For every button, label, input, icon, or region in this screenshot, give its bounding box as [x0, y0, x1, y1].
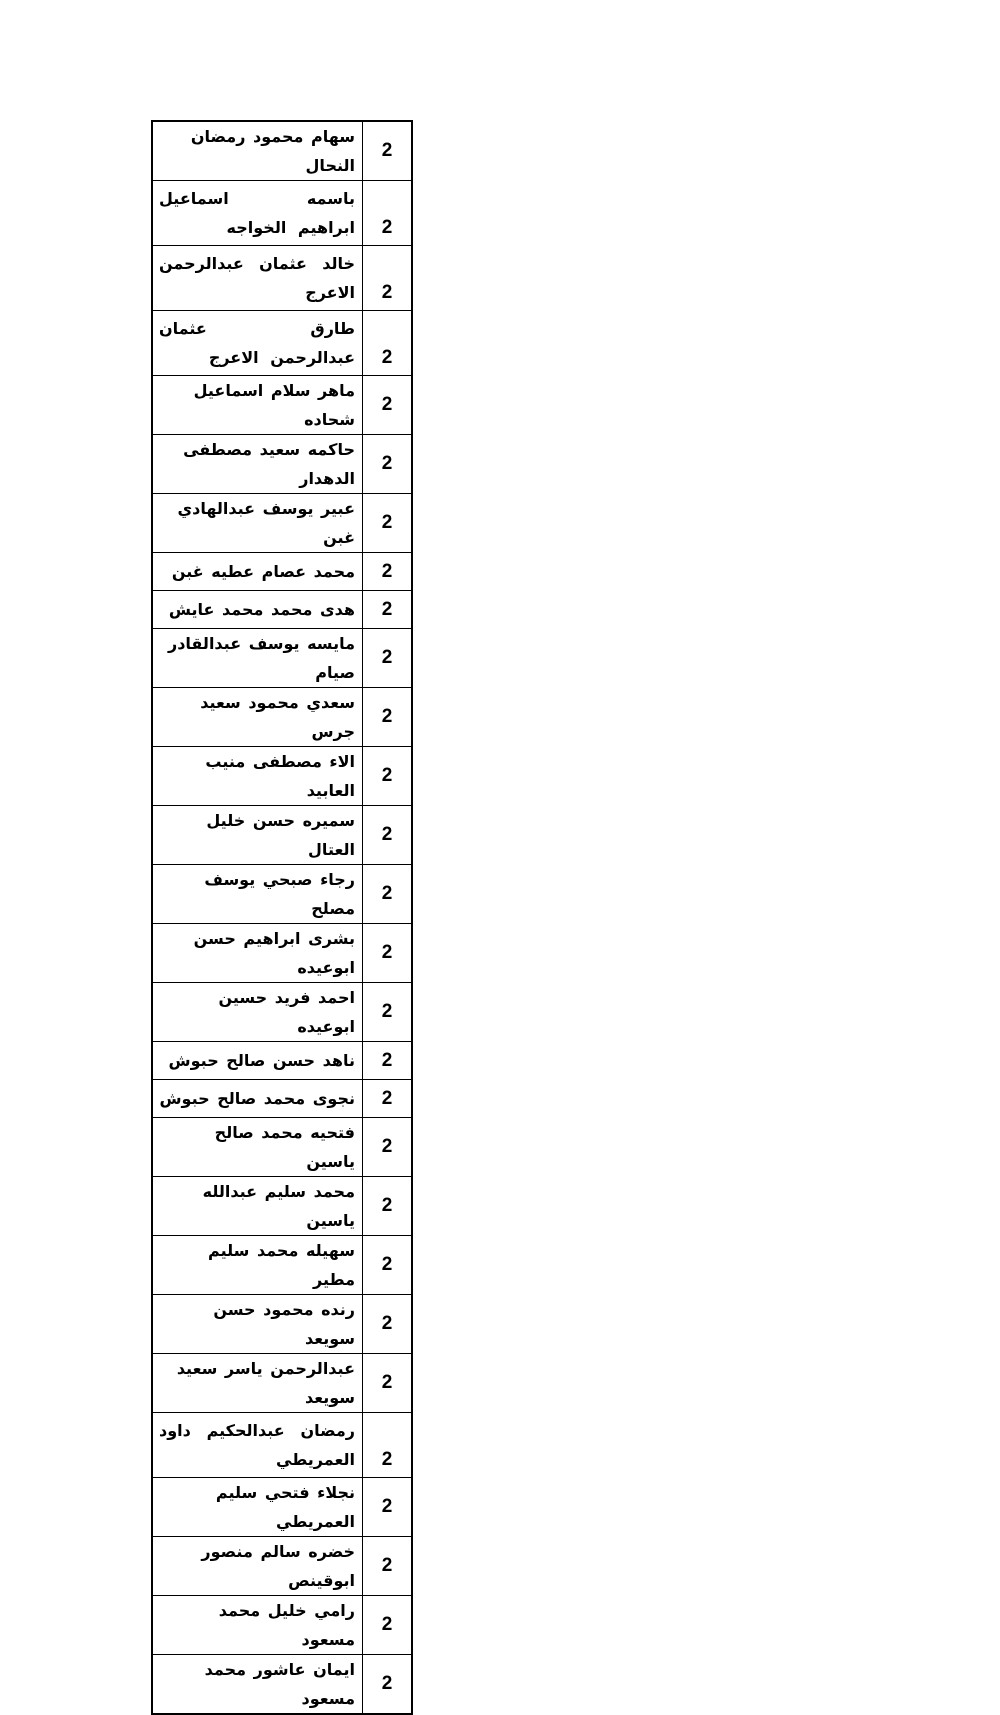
table-row	[152, 494, 412, 553]
value-cell: 2	[363, 806, 413, 865]
value-cell: 2	[363, 1354, 413, 1413]
value-cell: 2	[363, 181, 413, 246]
table-row	[152, 629, 412, 688]
value-cell: 2	[363, 1596, 413, 1655]
table-row	[152, 865, 412, 924]
table-row	[152, 121, 412, 181]
value-cell: 2	[363, 1295, 413, 1354]
table-row	[152, 1295, 412, 1354]
name-cell: رامي خليل محمد مسعود	[152, 1596, 363, 1655]
value-cell: 2	[363, 1537, 413, 1596]
value-cell: 2	[363, 311, 413, 376]
value-cell: 2	[363, 591, 413, 629]
value-cell: 2	[363, 747, 413, 806]
value-cell: 2	[363, 1042, 413, 1080]
value-cell: 2	[363, 629, 413, 688]
table-row	[152, 1042, 412, 1080]
value-cell: 2	[363, 553, 413, 591]
value-cell: 2	[363, 1413, 413, 1478]
name-cell: عبير يوسف عبدالهادي غبن	[152, 494, 363, 553]
table-row	[152, 1655, 412, 1715]
table-row	[152, 1478, 412, 1537]
name-cell: سهيله محمد سليم مطير	[152, 1236, 363, 1295]
value-cell: 2	[363, 924, 413, 983]
table-row	[152, 806, 412, 865]
name-cell: نجلاء فتحي سليم العمريطي	[152, 1478, 363, 1537]
value-cell: 2	[363, 1080, 413, 1118]
name-cell: خضره سالم منصور ابوقينص	[152, 1537, 363, 1596]
table-row	[152, 553, 412, 591]
name-cell: سميره حسن خليل العتال	[152, 806, 363, 865]
name-cell: احمد فريد حسين ابوعيده	[152, 983, 363, 1042]
table-row	[152, 376, 412, 435]
name-cell: محمد سليم عبدالله ياسين	[152, 1177, 363, 1236]
table-row	[152, 1413, 412, 1478]
value-cell: 2	[363, 1655, 413, 1715]
value-cell: 2	[363, 121, 413, 181]
name-cell: ماهر سلام اسماعيل شحاده	[152, 376, 363, 435]
name-cell: رمضان عبدالحكيم داود العمريطي	[152, 1413, 363, 1478]
name-cell: رجاء صبحي يوسف مصلح	[152, 865, 363, 924]
name-cell: نجوى محمد صالح حبوش	[152, 1080, 363, 1118]
table-row	[152, 924, 412, 983]
name-cell: رنده محمود حسن سويعد	[152, 1295, 363, 1354]
table-row	[152, 246, 412, 311]
name-cell: سهام محمود رمضان النحال	[152, 121, 363, 181]
name-cell: خالد عثمان عبدالرحمن الاعرج	[152, 246, 363, 311]
name-cell: عبدالرحمن ياسر سعيد سويعد	[152, 1354, 363, 1413]
value-cell: 2	[363, 865, 413, 924]
table-row	[152, 311, 412, 376]
name-cell: ناهد حسن صالح حبوش	[152, 1042, 363, 1080]
table-row	[152, 1080, 412, 1118]
name-cell: محمد عصام عطيه غبن	[152, 553, 363, 591]
table-row	[152, 181, 412, 246]
table-row	[152, 1177, 412, 1236]
names-table	[151, 120, 413, 1715]
name-cell: هدى محمد محمد عايش	[152, 591, 363, 629]
name-cell: فتحيه محمد صالح ياسين	[152, 1118, 363, 1177]
table-row	[152, 435, 412, 494]
value-cell: 2	[363, 435, 413, 494]
value-cell: 2	[363, 494, 413, 553]
table-row	[152, 1537, 412, 1596]
value-cell: 2	[363, 1177, 413, 1236]
name-cell: سعدي محمود سعيد جرس	[152, 688, 363, 747]
name-cell: باسمه اسماعيل ابراهيم الخواجه	[152, 181, 363, 246]
name-cell: طارق عثمان عبدالرحمن الاعرج	[152, 311, 363, 376]
name-cell: الاء مصطفى منيب العابيد	[152, 747, 363, 806]
value-cell: 2	[363, 1118, 413, 1177]
value-cell: 2	[363, 246, 413, 311]
name-cell: ايمان عاشور محمد مسعود	[152, 1655, 363, 1715]
value-cell: 2	[363, 1236, 413, 1295]
table-row	[152, 591, 412, 629]
table-row	[152, 1596, 412, 1655]
table-row	[152, 1236, 412, 1295]
table-row	[152, 983, 412, 1042]
table-row	[152, 1354, 412, 1413]
value-cell: 2	[363, 376, 413, 435]
value-cell: 2	[363, 1478, 413, 1537]
name-cell: مايسه يوسف عبدالقادر صيام	[152, 629, 363, 688]
table-row	[152, 747, 412, 806]
table-row	[152, 688, 412, 747]
value-cell: 2	[363, 983, 413, 1042]
value-cell: 2	[363, 688, 413, 747]
name-cell: بشرى ابراهيم حسن ابوعيده	[152, 924, 363, 983]
table-row	[152, 1118, 412, 1177]
name-cell: حاكمه سعيد مصطفى الدهدار	[152, 435, 363, 494]
